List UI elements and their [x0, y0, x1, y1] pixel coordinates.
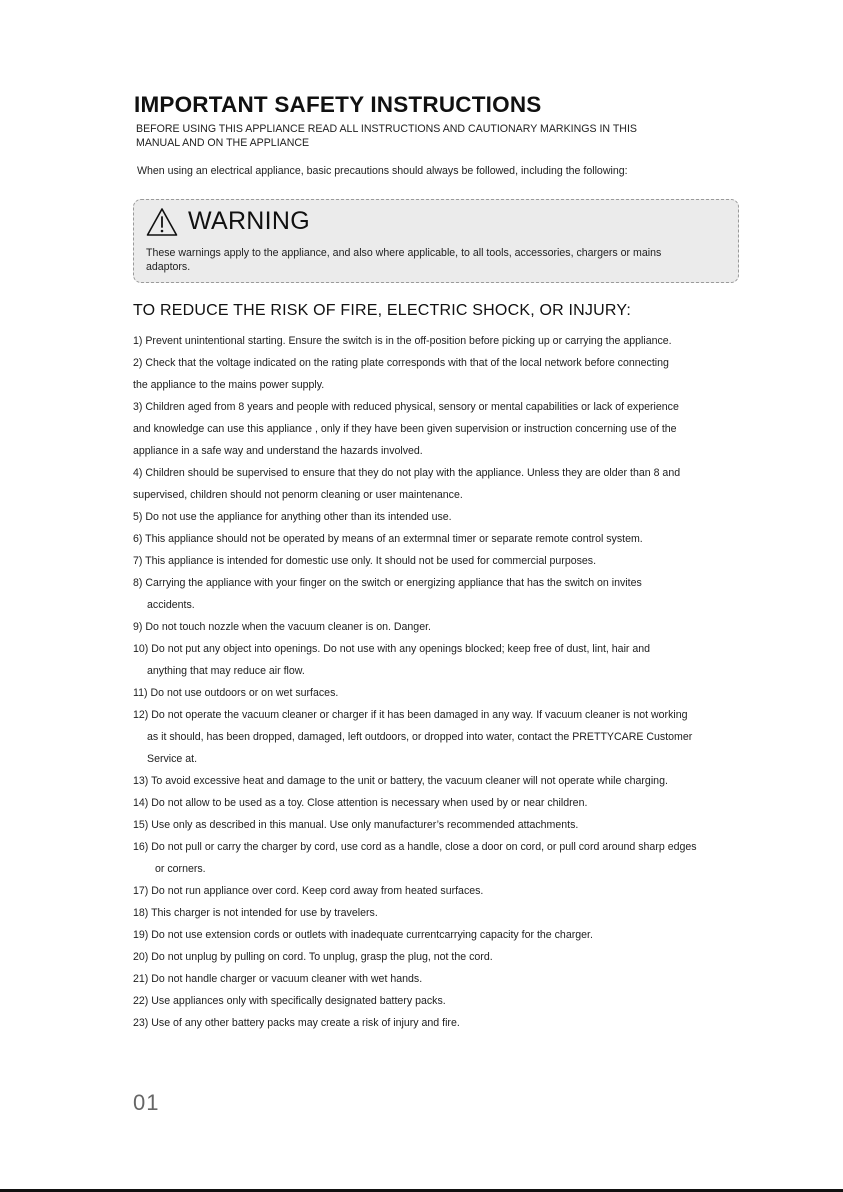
instruction-line: 19) Do not use extension cords or outlets with inadequate currentcarrying capacity for the charger. [133, 929, 593, 941]
warning-text-line: adaptors. [146, 261, 191, 273]
instruction-line: the appliance to the mains power supply. [133, 379, 325, 391]
instruction-line: 2) Check that the voltage indicated on the rating plate corresponds with that of the local network before connecting [133, 357, 669, 369]
instruction-line: as it should, has been dropped, damaged, left outdoors, or dropped into water, contact the PRETTYCARE Customer [147, 731, 693, 743]
instruction-line: 5) Do not use the appliance for anything other than its intended use. [133, 511, 452, 523]
instruction-line: 10) Do not put any object into openings. Do not use with any openings blocked; keep free of dust, lint, hair and [133, 643, 651, 655]
warning-text-line: These warnings apply to the appliance, and also where applicable, to all tools, accessories, chargers or mains [146, 247, 662, 259]
instruction-line: 18) This charger is not intended for use by travelers. [133, 907, 378, 919]
instruction-line: 6) This appliance should not be operated by means of an extermnal timer or separate remote control system. [133, 533, 643, 545]
subtitle-line: MANUAL AND ON THE APPLIANCE [136, 137, 310, 149]
warning-text [146, 246, 736, 274]
page-subtitle [136, 122, 736, 150]
instruction-line: accidents. [147, 599, 195, 611]
section-title: TO REDUCE THE RISK OF FIRE, ELECTRIC SHOCK, OR INJURY: [133, 302, 631, 319]
instruction-line: or corners. [155, 863, 206, 875]
instruction-line: 7) This appliance is intended for domestic use only. It should not be used for commercial purposes. [133, 555, 597, 567]
instruction-line: 11) Do not use outdoors or on wet surfaces. [133, 687, 339, 699]
warning-box [133, 199, 739, 283]
instruction-line: 9) Do not touch nozzle when the vacuum cleaner is on. Danger. [133, 621, 431, 633]
instruction-line: appliance in a safe way and understand the hazards involved. [133, 445, 423, 457]
intro-text: When using an electrical appliance, basic precautions should always be followed, including the following: [137, 165, 628, 177]
instruction-line: 16) Do not pull or carry the charger by cord, use cord as a handle, close a door on cord, or pull cord around sharp edges [133, 841, 697, 853]
instruction-line: 20) Do not unplug by pulling on cord. To unplug, grasp the plug, not the cord. [133, 951, 493, 963]
instruction-line: 12) Do not operate the vacuum cleaner or charger if it has been damaged in any way. If vacuum cleaner is not working [133, 709, 688, 721]
instruction-line: 22) Use appliances only with specifically designated battery packs. [133, 995, 446, 1007]
instruction-line: Service at. [147, 753, 198, 765]
instruction-line: 15) Use only as described in this manual. Use only manufacturer’s recommended attachments. [133, 819, 579, 831]
subtitle-line: BEFORE USING THIS APPLIANCE READ ALL INSTRUCTIONS AND CAUTIONARY MARKINGS IN THIS [136, 123, 637, 135]
instruction-line: and knowledge can use this appliance , only if they have been given supervision or instruction concerning use of the [133, 423, 677, 435]
instruction-list [133, 330, 773, 1034]
warning-triangle-icon [146, 207, 178, 237]
page-title: IMPORTANT SAFETY INSTRUCTIONS [134, 92, 542, 117]
instruction-line: 1) Prevent unintentional starting. Ensure the switch is in the off-position before picking up or carrying the appliance. [133, 335, 672, 347]
instruction-line: 8) Carrying the appliance with your finger on the switch or energizing appliance that has the switch on invites [133, 577, 642, 589]
instruction-line: 14) Do not allow to be used as a toy. Close attention is necessary when used by or near children. [133, 797, 588, 809]
instruction-line: anything that may reduce air flow. [147, 665, 305, 677]
instruction-line: 13) To avoid excessive heat and damage to the unit or battery, the vacuum cleaner will not operate while charging. [133, 775, 668, 787]
warning-title: WARNING [188, 207, 310, 235]
instruction-line: 21) Do not handle charger or vacuum cleaner with wet hands. [133, 973, 423, 985]
instruction-line: 3) Children aged from 8 years and people with reduced physical, sensory or mental capabilities or lack of experience [133, 401, 679, 413]
instruction-line: 23) Use of any other battery packs may create a risk of injury and fire. [133, 1017, 460, 1029]
instruction-line: 17) Do not run appliance over cord. Keep cord away from heated surfaces. [133, 885, 484, 897]
instruction-line: 4) Children should be supervised to ensure that they do not play with the appliance. Unless they are older than 8 and [133, 467, 681, 479]
instruction-line: supervised, children should not penorm cleaning or user maintenance. [133, 489, 463, 501]
page-number: 01 [133, 1090, 160, 1115]
